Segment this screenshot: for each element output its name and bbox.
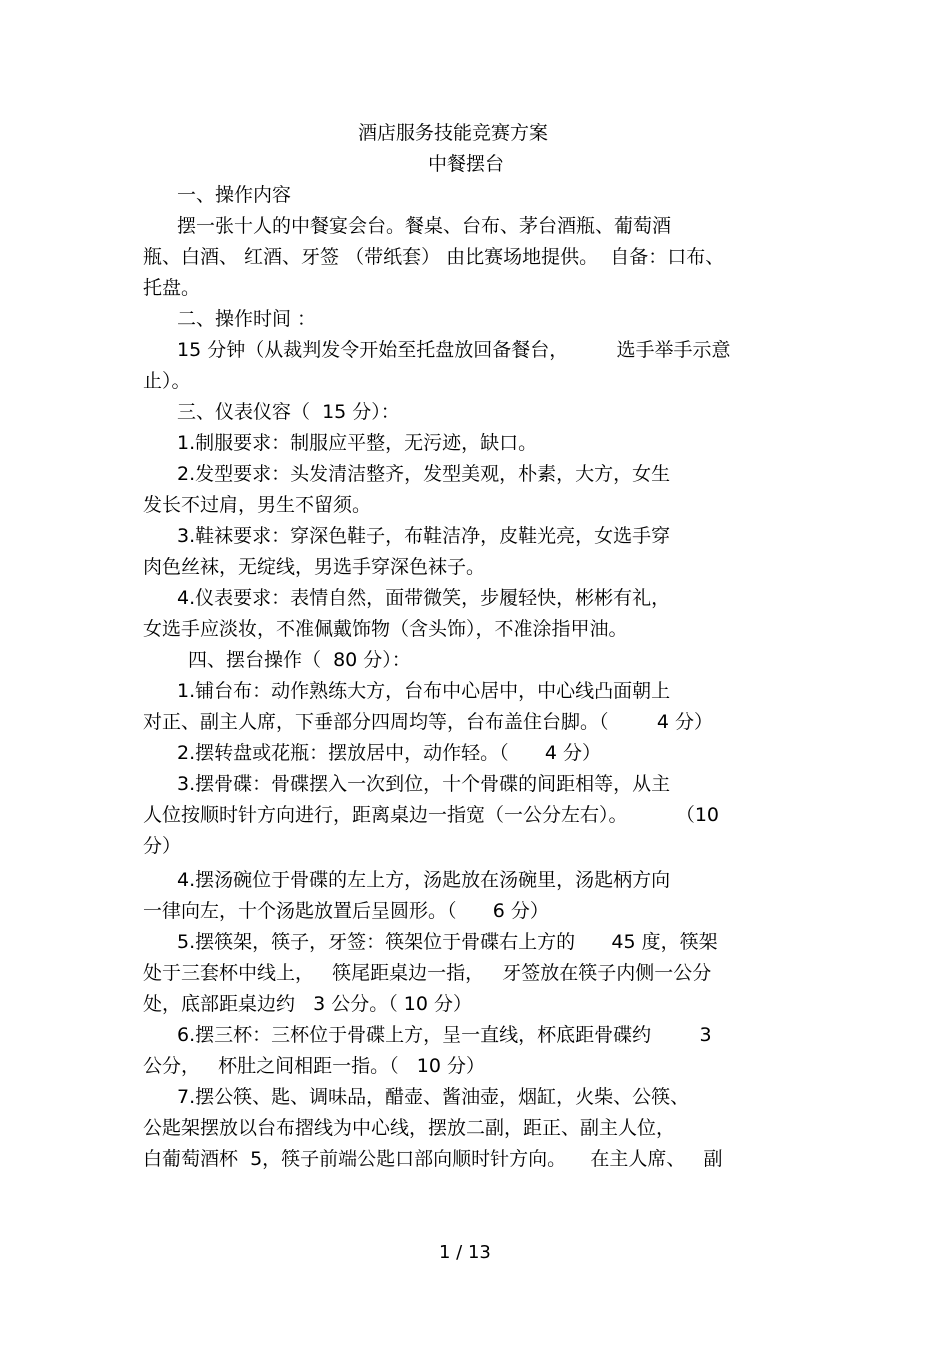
text-line: 女选手应淡妆，不准佩戴饰物（含头饰），不准涂指甲油。 [143, 618, 628, 640]
page-number: 1 / 13 [439, 1242, 491, 1263]
section-heading: 二、操作时间 ： [177, 308, 317, 330]
text-line: 止）。 [143, 370, 191, 392]
text-line: 分） [143, 835, 182, 857]
text-line: 处，底部距桌边约 3 公分。（ 10 分） [143, 993, 473, 1015]
list-item: 6.摆三杯：三杯位于骨碟上方，呈一直线，杯底距骨碟约 3 [177, 1024, 712, 1046]
list-item: 3.摆骨碟：骨碟摆入一次到位，十个骨碟的间距相等，从主 [177, 773, 671, 795]
list-item: 1.铺台布：动作熟练大方，台布中心居中，中心线凸面朝上 [177, 680, 671, 702]
text-line: 肉色丝袜，无绽线，男选手穿深色袜子。 [143, 556, 486, 578]
text-line: 托盘。 [143, 277, 201, 299]
text-line: 瓶、白酒、 红酒、牙签 （带纸套） 由比赛场地提供。 自备：口布、 [143, 246, 725, 268]
list-item: 1.制服要求：制服应平整，无污迹，缺口。 [177, 432, 538, 454]
text-line: 处于三套杯中线上， 筷尾距桌边一指， 牙签放在筷子内侧一公分 [143, 962, 712, 984]
text-line: 白葡萄酒杯 5，筷子前端公匙口部向顺时针方向。 在主人席、 副 [143, 1148, 723, 1170]
list-item: 5.摆筷架，筷子，牙签：筷架位于骨碟右上方的 45 度，筷架 [177, 931, 718, 953]
list-item: 2.发型要求：头发清洁整齐，发型美观，朴素，大方，女生 [177, 463, 671, 485]
list-item: 2.摆转盘或花瓶：摆放居中，动作轻。（ 4 分） [177, 742, 601, 764]
text-line: 人位按顺时针方向进行，距离桌边一指宽（一公分左右）。 （10 [143, 804, 719, 826]
section-heading: 一、操作内容 [177, 184, 292, 206]
section-heading: 三、仪表仪容（ 15 分）： [177, 401, 400, 423]
text-line: 15 分钟（从裁判发令开始至托盘放回备餐台， 选手举手示意 [177, 339, 731, 361]
text-line: 发长不过肩，男生不留须。 [143, 494, 372, 516]
list-item: 7.摆公筷、匙、调味品，醋壶、酱油壶，烟缸，火柴、公筷、 [177, 1086, 690, 1108]
section-heading: 四、摆台操作（ 80 分）： [188, 649, 411, 671]
text-line: 公匙架摆放以台布摺线为中心线，摆放二副，距正、副主人位， [143, 1117, 676, 1139]
list-item: 4.摆汤碗位于骨碟的左上方，汤匙放在汤碗里，汤匙柄方向 [177, 869, 671, 891]
document-subtitle: 中餐摆台 [428, 153, 505, 175]
text-line: 对正、副主人席，下垂部分四周均等，台布盖住台脚。（ 4 分） [143, 711, 713, 733]
text-line: 一律向左，十个汤匙放置后呈圆形。（ 6 分） [143, 900, 549, 922]
document-title: 酒店服务技能竞赛方案 [358, 122, 549, 144]
text-line: 公分， 杯肚之间相距一指。（ 10 分） [143, 1055, 485, 1077]
list-item: 4.仪表要求：表情自然，面带微笑，步履轻快，彬彬有礼， [177, 587, 671, 609]
list-item: 3.鞋袜要求：穿深色鞋子，布鞋洁净，皮鞋光亮，女选手穿 [177, 525, 671, 547]
text-line: 摆一张十人的中餐宴会台。餐桌、台布、茅台酒瓶、葡萄酒 [177, 215, 672, 237]
